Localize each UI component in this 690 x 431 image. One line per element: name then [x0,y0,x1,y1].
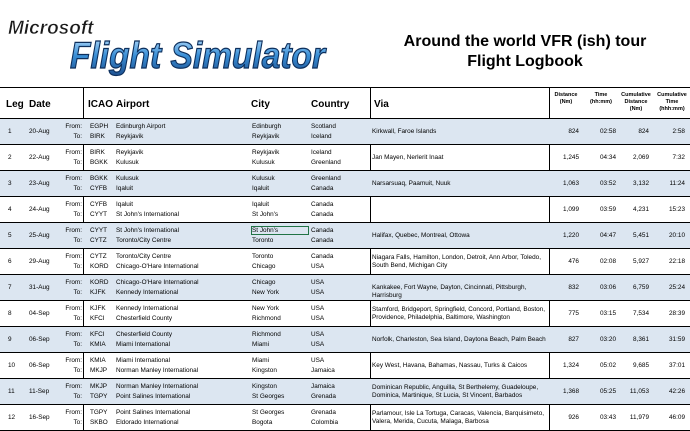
leg-date: 23-Aug [29,180,50,187]
to-city: Chicago [252,263,276,270]
to-label: To: [73,263,82,270]
leg-date: 16-Sep [29,414,50,421]
from-airport: St John's International [116,227,180,234]
leg-via: Kankakee, Fort Wayne, Dayton, Cincinnati, Pittsburgh, Harrisburg [372,284,527,299]
leg-via: Parlamour, Isle La Tortuga, Caracas, Valencia, Barquisimeto, Valera, Merida, Cucuta, Malaga, Barbosa [372,410,545,425]
from-airport: Norman Manley International [116,383,199,390]
leg-number: 7 [8,284,12,291]
cumulative-distance: 5,927 [633,258,649,265]
to-label: To: [73,159,82,166]
to-icao: BGKK [90,159,108,166]
cumulative-distance: 11,979 [629,414,649,421]
header-airport: Airport [116,99,150,110]
leg-time: 05:25 [600,388,616,395]
to-icao: KFCI [90,315,105,322]
from-icao: CYYT [90,227,108,234]
header-row [0,88,690,119]
from-label: From: [65,253,82,260]
to-label: To: [73,367,82,374]
leg-number: 9 [8,336,12,343]
to-label: To: [73,419,82,426]
to-country: USA [311,263,325,270]
from-city: Iqaluit [252,201,270,208]
logo-title-text: Flight Simulator [70,35,328,76]
to-airport: Miami International [116,341,170,348]
to-airport: Kulusuk [116,159,139,166]
from-airport: Miami International [116,357,170,364]
cumulative-distance: 9,685 [633,362,649,369]
cumulative-distance: 7,534 [633,310,649,317]
to-airport: Iqaluit [116,185,134,192]
leg-row [0,249,690,275]
flight-simulator-logo [0,0,330,84]
header-cumulative-distance: Cumulative Distance (Nm) [621,92,651,112]
leg-time: 02:58 [600,128,616,135]
leg-distance: 832 [568,284,579,291]
to-city: Bogota [252,419,273,426]
to-city: Richmond [252,315,281,322]
from-label: From: [65,383,82,390]
from-airport: Kulusuk [116,175,139,182]
to-city: Reykjavik [252,133,280,140]
leg-distance: 1,220 [563,232,579,239]
from-country: Canada [311,227,334,234]
leg-time: 03:43 [600,414,616,421]
header-distance: Distance (Nm) [554,92,578,105]
to-airport: Reykjavik [116,133,144,140]
leg-row [0,119,690,145]
leg-time: 03:52 [600,180,616,187]
to-country: Colombia [311,419,338,426]
to-airport: St John's International [116,211,180,218]
leg-number: 12 [8,414,16,421]
to-airport: Chicago-O'Hare International [116,263,199,270]
cumulative-distance: 4,231 [633,206,649,213]
header-date: Date [29,99,51,110]
leg-date: 20-Aug [29,128,50,135]
leg-via: Dominican Republic, Anguilla, St Berthelemy, Guadeloupe, Dominica, Martinique, St Lucia, St Vincent, Barbados [372,384,539,399]
to-label: To: [73,289,82,296]
from-country: USA [311,305,325,312]
from-icao: BGKK [90,175,108,182]
to-icao: MKJP [90,367,108,374]
from-country: Iceland [311,149,332,156]
from-icao: MKJP [90,383,108,390]
leg-number: 8 [8,310,12,317]
header-leg: Leg [6,99,24,110]
from-city: Richmond [252,331,281,338]
to-country: Greenland [311,159,341,166]
from-city: Edinburgh [252,123,282,130]
leg-date: 25-Aug [29,232,50,239]
to-icao: KMIA [90,341,106,348]
from-airport: Iqaluit [116,201,134,208]
to-icao: CYFB [90,185,108,192]
to-label: To: [73,341,82,348]
to-country: USA [311,289,325,296]
from-airport: Chicago-O'Hare International [116,279,199,286]
leg-distance: 1,368 [563,388,579,395]
from-airport: Kennedy International [116,305,179,312]
cumulative-distance: 824 [638,128,649,135]
logbook-table [0,87,690,431]
leg-distance: 926 [568,414,579,421]
to-label: To: [73,133,82,140]
from-label: From: [65,227,82,234]
to-airport: Eldorado International [116,419,179,426]
from-city: Kulusuk [252,175,275,182]
to-icao: CYYT [90,211,108,218]
leg-row [0,275,690,301]
cumulative-time: 2:58 [672,128,685,135]
to-airport: Kennedy International [116,289,179,296]
logbook-rows [0,119,690,431]
leg-row [0,197,690,223]
leg-time: 03:15 [600,310,616,317]
leg-date: 06-Sep [29,362,50,369]
leg-distance: 824 [568,128,579,135]
leg-distance: 827 [568,336,579,343]
leg-date: 31-Aug [29,284,50,291]
from-airport: Point Salines International [116,409,191,416]
from-country: Canada [311,253,334,260]
leg-time: 03:06 [600,284,616,291]
leg-time: 04:34 [600,154,616,161]
leg-row [0,145,690,171]
leg-row [0,353,690,379]
header-time: Time (hh:mm) [590,92,612,105]
to-label: To: [73,393,82,400]
leg-number: 5 [8,232,12,239]
leg-via: Jan Mayen, Nerlerit Inaat [372,154,444,161]
cumulative-time: 46:09 [669,414,685,421]
cumulative-distance: 8,361 [633,336,649,343]
from-label: From: [65,279,82,286]
from-airport: Chesterfield County [116,331,173,338]
header-via: Via [374,99,389,110]
to-city: Kingston [252,367,277,374]
from-airport: Reykjavik [116,149,144,156]
to-city: New York [252,289,279,296]
to-city: St Georges [252,393,285,400]
to-city: Iqaluit [252,185,270,192]
cumulative-distance: 2,069 [633,154,649,161]
from-country: USA [311,331,325,338]
to-country: Iceland [311,133,332,140]
cumulative-time: 11:24 [669,180,685,187]
cumulative-time: 25:24 [669,284,685,291]
leg-via: Kirkwall, Faroe Islands [372,128,437,135]
from-label: From: [65,201,82,208]
header-city: City [251,99,270,110]
cumulative-time: 28:39 [669,310,685,317]
from-icao: CYFB [90,201,108,208]
to-label: To: [73,315,82,322]
to-label: To: [73,185,82,192]
leg-time: 02:08 [600,258,616,265]
cumulative-time: 20:10 [669,232,685,239]
from-label: From: [65,409,82,416]
from-icao: KFCI [90,331,105,338]
from-country: USA [311,357,325,364]
to-label: To: [73,237,82,244]
from-label: From: [65,357,82,364]
to-airport: Chesterfield County [116,315,173,322]
to-country: USA [311,315,325,322]
logo-microsoft-text: Microsoft [8,18,94,39]
to-airport: Norman Manley International [116,367,199,374]
to-city: Miami [252,341,270,348]
leg-number: 6 [8,258,12,265]
from-city: Chicago [252,279,276,286]
leg-number: 4 [8,206,12,213]
leg-distance: 1,099 [563,206,579,213]
to-city: Toronto [252,237,274,244]
to-icao: CYTZ [90,237,107,244]
cumulative-time: 31:59 [669,336,685,343]
from-city: Toronto [252,253,274,260]
to-city: St John's [252,211,279,218]
from-icao: KMIA [90,357,106,364]
leg-via: Niagara Falls, Hamilton, London, Detroit, Ann Arbor, Toledo, South Bend, Michigan City [372,254,541,269]
from-icao: CYTZ [90,253,107,260]
from-city: New York [252,305,279,312]
from-city: Kingston [252,383,277,390]
to-country: Jamaica [311,367,335,374]
leg-date: 11-Sep [29,388,50,395]
leg-time: 03:20 [600,336,616,343]
to-icao: KORD [90,263,109,270]
from-airport: Edinburgh Airport [116,123,166,130]
to-icao: KJFK [90,289,106,296]
leg-via: Halifax, Quebec, Montreal, Ottowa [372,232,470,239]
leg-distance: 476 [568,258,579,265]
from-icao: EGPH [90,123,109,130]
leg-row [0,327,690,353]
leg-row [0,405,690,431]
leg-time: 03:59 [600,206,616,213]
from-city: Miami [252,357,270,364]
from-city: St Georges [252,409,285,416]
cumulative-time: 37:01 [669,362,685,369]
leg-row [0,171,690,197]
leg-distance: 1,063 [563,180,579,187]
leg-via: Narsarsuaq, Paamuit, Nuuk [372,180,451,187]
from-icao: KJFK [90,305,106,312]
cumulative-distance: 5,451 [633,232,649,239]
title-line-2: Flight Logbook [467,53,583,70]
leg-distance: 1,324 [563,362,579,369]
from-label: From: [65,123,82,130]
leg-time: 04:47 [600,232,616,239]
to-country: Grenada [311,393,336,400]
to-icao: TGPY [90,393,108,400]
from-country: Jamaica [311,383,335,390]
from-airport: Toronto/City Centre [116,253,172,260]
leg-via: Norfolk, Charleston, Sea Island, Daytona Beach, Palm Beach [372,336,546,343]
to-city: Kulusuk [252,159,275,166]
to-airport: Point Salines International [116,393,191,400]
header-cumulative-time: Cumulative Time (hhh:mm) [657,92,687,112]
to-icao: BIRK [90,133,105,140]
from-country: Scotland [311,123,336,130]
from-label: From: [65,331,82,338]
title-line-1: Around the world VFR (ish) tour [403,33,647,50]
leg-number: 3 [8,180,12,187]
cumulative-time: 22:18 [669,258,685,265]
from-country: USA [311,279,325,286]
to-airport: Toronto/City Centre [116,237,172,244]
from-country: Greenland [311,175,341,182]
leg-date: 04-Sep [29,310,50,317]
to-country: Canada [311,237,334,244]
cumulative-time: 42:26 [669,388,685,395]
cumulative-distance: 6,759 [633,284,649,291]
to-label: To: [73,211,82,218]
to-country: USA [311,341,325,348]
from-icao: BIRK [90,149,105,156]
cumulative-time: 15:23 [669,206,685,213]
leg-row [0,301,690,327]
to-country: Canada [311,211,334,218]
to-country: Canada [311,185,334,192]
leg-number: 11 [8,388,15,395]
leg-distance: 1,245 [563,154,579,161]
from-icao: TGPY [90,409,108,416]
leg-date: 29-Aug [29,258,50,265]
cumulative-distance: 3,132 [633,180,649,187]
leg-number: 2 [8,154,12,161]
leg-date: 24-Aug [29,206,50,213]
cumulative-distance: 11,053 [629,388,649,395]
page-title [370,32,680,72]
from-country: Canada [311,201,334,208]
leg-number: 1 [8,128,12,135]
from-label: From: [65,305,82,312]
to-icao: SKBO [90,419,108,426]
leg-time: 05:02 [600,362,616,369]
header-icao: ICAO [88,99,113,110]
leg-date: 22-Aug [29,154,50,161]
selected-cell[interactable]: St John's [252,227,308,234]
leg-distance: 775 [568,310,579,317]
from-country: Grenada [311,409,336,416]
leg-row [0,379,690,405]
cumulative-time: 7:32 [672,154,685,161]
leg-date: 06-Sep [29,336,50,343]
leg-via: Stamford, Bridgeport, Springfield, Concord, Portland, Boston, Providence, Philadelphia, Baltimore, Washington [372,306,545,321]
leg-via: Key West, Havana, Bahamas, Nassau, Turks & Caicos [372,362,528,369]
from-label: From: [65,175,82,182]
from-icao: KORD [90,279,109,286]
from-label: From: [65,149,82,156]
leg-row [0,223,690,249]
from-city: Reykjavik [252,149,280,156]
leg-number: 10 [8,362,16,369]
header-country: Country [311,99,350,110]
